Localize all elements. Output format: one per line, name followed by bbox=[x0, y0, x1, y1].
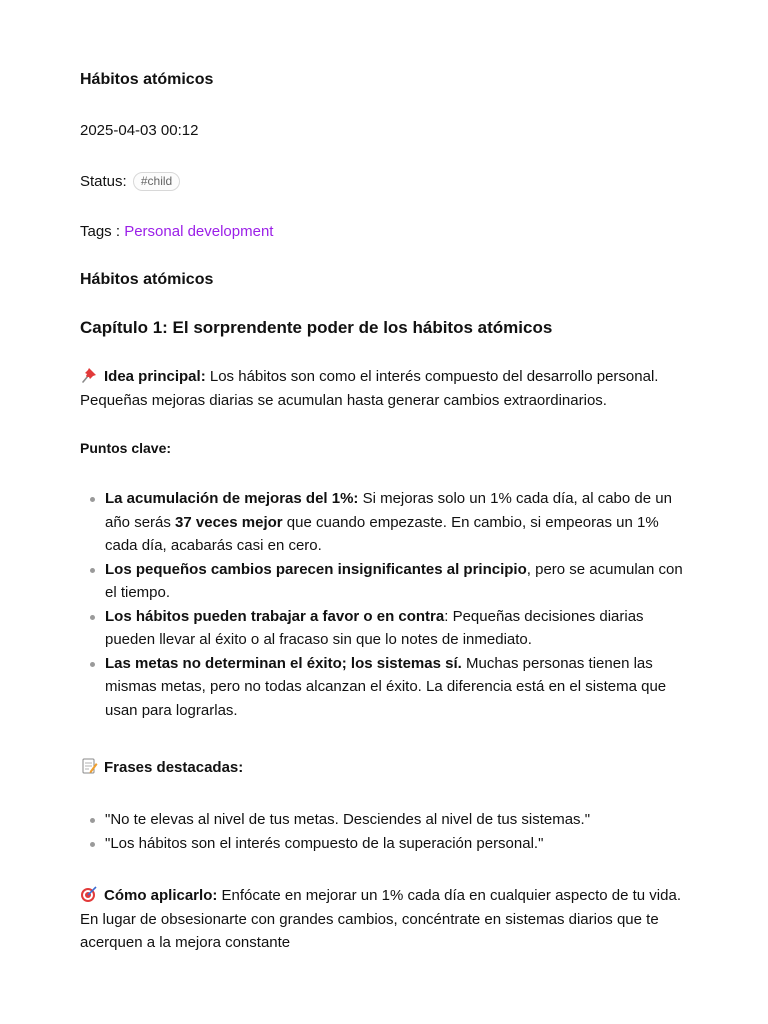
quotes-heading: Frases destacadas: bbox=[104, 759, 244, 776]
target-icon bbox=[80, 885, 98, 903]
status-tag[interactable]: #child bbox=[133, 172, 180, 191]
tags-label: Tags : bbox=[80, 223, 121, 240]
status-label: Status: bbox=[80, 173, 127, 190]
apply-label: Cómo aplicarlo: bbox=[104, 887, 218, 904]
apply-text: Enfócate en mejorar un 1% cada día en cualquier aspecto de tu vida. En lugar de obsesionarte con grandes cambios, concéntrate en sistemas diarios que te acerquen a la mejora constante bbox=[80, 887, 681, 951]
quotes-heading-row bbox=[80, 756, 690, 780]
quotes-list bbox=[80, 808, 690, 855]
list-item: "No te elevas al nivel de tus metas. Desciendes al nivel de tus sistemas." bbox=[80, 808, 690, 832]
idea-paragraph bbox=[80, 365, 690, 412]
tag-link-personal-development[interactable]: Personal development bbox=[124, 223, 274, 240]
memo-icon bbox=[80, 757, 98, 775]
status-row bbox=[80, 170, 690, 194]
list-item: Las metas no determinan el éxito; los sistemas sí. Muchas personas tienen las mismas metas, pero no todas alcanzan el éxito. La diferencia está en el sistema que usan para lograrlas. bbox=[80, 652, 690, 723]
doc-title: Hábitos atómicos bbox=[80, 71, 214, 88]
list-item: "Los hábitos son el interés compuesto de la superación personal." bbox=[80, 832, 690, 856]
chapter-title: Capítulo 1: El sorprendente poder de los hábitos atómicos bbox=[80, 318, 553, 337]
list-item: Los hábitos pueden trabajar a favor o en contra: Pequeñas decisiones diarias pueden llevar al éxito o al fracaso sin que lo notes de inmediato. bbox=[80, 605, 690, 652]
key-points-list bbox=[80, 487, 690, 722]
idea-text: Los hábitos son como el interés compuesto del desarrollo personal. Pequeñas mejoras diarias se acumulan hasta generar cambios extraordinarios. bbox=[80, 368, 659, 409]
pushpin-icon bbox=[80, 366, 98, 384]
idea-label: Idea principal: bbox=[104, 368, 206, 385]
tags-row bbox=[80, 220, 690, 244]
doc-datetime: 2025-04-03 00:12 bbox=[80, 122, 199, 139]
list-item: Los pequeños cambios parecen insignificantes al principio, pero se acumulan con el tiempo. bbox=[80, 558, 690, 605]
key-points-heading: Puntos clave: bbox=[80, 440, 172, 456]
list-item: La acumulación de mejoras del 1%: Si mejoras solo un 1% cada día, al cabo de un año serás 37 veces mejor que cuando empezaste. En cambio, si empeoras un 1% cada día, acabarás casi en cero. bbox=[80, 487, 690, 558]
section-title: Hábitos atómicos bbox=[80, 271, 214, 288]
apply-paragraph bbox=[80, 884, 690, 955]
